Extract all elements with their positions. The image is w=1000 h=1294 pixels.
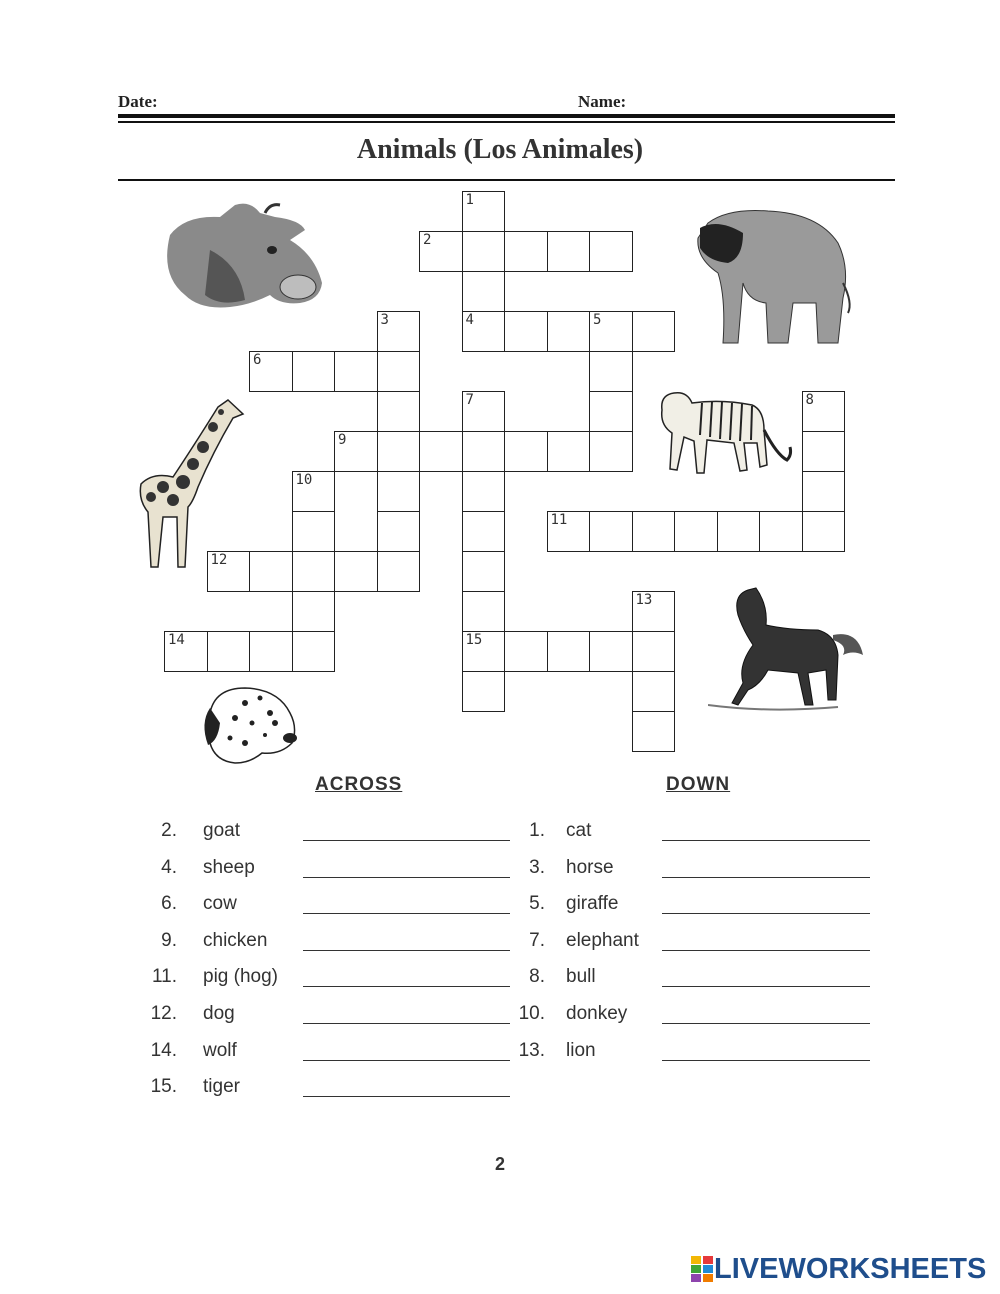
grid-cell[interactable] xyxy=(547,231,591,272)
grid-cell[interactable] xyxy=(759,511,803,552)
grid-cell[interactable] xyxy=(462,311,506,352)
down-answer-blank[interactable] xyxy=(662,986,870,987)
across-clue-number: 12. xyxy=(150,1003,177,1024)
grid-cell[interactable] xyxy=(292,591,336,632)
grid-cell[interactable] xyxy=(377,551,421,592)
grid-cell[interactable] xyxy=(249,631,293,672)
grid-cell[interactable] xyxy=(377,471,421,512)
across-clue-word: sheep xyxy=(203,856,255,878)
grid-cell[interactable] xyxy=(462,671,506,712)
grid-cell[interactable] xyxy=(504,231,548,272)
grid-cell[interactable] xyxy=(292,551,336,592)
down-answer-blank[interactable] xyxy=(662,1060,870,1061)
grid-cell[interactable] xyxy=(334,351,378,392)
grid-cell[interactable] xyxy=(547,311,591,352)
grid-cell[interactable] xyxy=(292,511,336,552)
across-clue-number: 15. xyxy=(150,1076,177,1098)
grid-cell[interactable] xyxy=(377,511,421,552)
across-clue-number: 11. xyxy=(151,966,177,988)
clue-number: 15 xyxy=(465,632,483,648)
grid-cell[interactable] xyxy=(462,471,506,512)
grid-cell[interactable] xyxy=(802,511,846,552)
down-clue-word: horse xyxy=(566,856,614,878)
grid-cell[interactable] xyxy=(462,391,506,432)
grid-cell[interactable] xyxy=(632,311,676,352)
grid-cell[interactable] xyxy=(547,431,591,472)
grid-cell[interactable] xyxy=(632,591,676,632)
grid-cell[interactable] xyxy=(462,511,506,552)
across-answer-blank[interactable] xyxy=(303,840,510,841)
down-answer-blank[interactable] xyxy=(662,913,870,914)
grid-cell[interactable] xyxy=(164,631,208,672)
across-clue-number: 4. xyxy=(161,856,177,878)
across-answer-blank[interactable] xyxy=(303,1023,510,1024)
grid-cell[interactable] xyxy=(462,431,506,472)
across-heading: ACROSS xyxy=(315,774,403,795)
grid-cell[interactable] xyxy=(589,511,633,552)
grid-cell[interactable] xyxy=(674,511,718,552)
across-answer-blank[interactable] xyxy=(303,950,510,951)
down-clue-word: cat xyxy=(566,820,592,841)
across-clue-number: 2. xyxy=(161,820,177,841)
grid-cell[interactable] xyxy=(462,231,506,272)
clue-number: 12 xyxy=(210,552,228,568)
date-label: Date: xyxy=(118,92,158,111)
across-answer-blank[interactable] xyxy=(303,877,510,878)
grid-cell[interactable] xyxy=(377,311,421,352)
grid-cell[interactable] xyxy=(589,391,633,432)
cow-illustration xyxy=(150,195,330,320)
grid-cell[interactable] xyxy=(547,511,591,552)
grid-cell[interactable] xyxy=(292,351,336,392)
down-clue-number: 3. xyxy=(529,856,545,878)
grid-cell[interactable] xyxy=(717,511,761,552)
grid-cell[interactable] xyxy=(292,631,336,672)
grid-cell[interactable] xyxy=(377,351,421,392)
across-clue-word: tiger xyxy=(203,1076,240,1098)
grid-cell[interactable] xyxy=(419,231,463,272)
down-clue-number: 5. xyxy=(529,893,545,915)
grid-cell[interactable] xyxy=(377,391,421,432)
grid-cell[interactable] xyxy=(632,511,676,552)
logo-icon xyxy=(690,1255,714,1283)
logo-text: LIVEWORKSHEETS xyxy=(714,1252,987,1285)
page-title: Animals (Los Animales) xyxy=(356,134,644,165)
grid-cell[interactable] xyxy=(462,591,506,632)
across-clue-word: wolf xyxy=(203,1039,237,1061)
grid-cell[interactable] xyxy=(377,431,421,472)
grid-cell[interactable] xyxy=(802,431,846,472)
down-clue-word: elephant xyxy=(566,929,639,951)
grid-cell[interactable] xyxy=(589,311,633,352)
clue-number: 10 xyxy=(295,472,313,488)
grid-cell[interactable] xyxy=(504,311,548,352)
down-heading: DOWN xyxy=(666,774,731,795)
across-clue-word: chicken xyxy=(203,929,268,951)
grid-cell[interactable] xyxy=(802,471,846,512)
down-clue-word: lion xyxy=(566,1039,596,1061)
down-answer-blank[interactable] xyxy=(662,840,870,841)
grid-cell[interactable] xyxy=(292,471,336,512)
grid-cell[interactable] xyxy=(589,631,633,672)
clue-number: 7 xyxy=(465,392,474,408)
down-clue-number: 7. xyxy=(529,929,545,951)
grid-cell[interactable] xyxy=(249,351,293,392)
down-clue-word: giraffe xyxy=(566,893,619,915)
grid-cell[interactable] xyxy=(462,271,506,312)
grid-cell[interactable] xyxy=(632,631,676,672)
down-clue-number: 8. xyxy=(529,966,545,988)
clue-number: 11 xyxy=(550,512,568,528)
clue-number: 2 xyxy=(423,232,432,248)
down-answer-blank[interactable] xyxy=(662,950,870,951)
grid-cell[interactable] xyxy=(589,351,633,392)
grid-cell[interactable] xyxy=(589,431,633,472)
clue-number: 4 xyxy=(465,312,474,328)
clue-number: 8 xyxy=(805,392,814,408)
down-answer-blank[interactable] xyxy=(662,1023,870,1024)
grid-cell[interactable] xyxy=(632,711,676,752)
page-number: 2 xyxy=(494,1154,505,1174)
clue-number: 6 xyxy=(253,352,262,368)
clue-number: 5 xyxy=(593,312,602,328)
grid-cell[interactable] xyxy=(589,231,633,272)
grid-cell[interactable] xyxy=(504,631,548,672)
clue-number: 9 xyxy=(338,432,347,448)
dalmatian-illustration xyxy=(190,683,302,773)
down-clue-number: 1. xyxy=(529,820,545,841)
across-answer-blank[interactable] xyxy=(303,1060,510,1061)
grid-cell[interactable] xyxy=(504,431,548,472)
across-clue-word: pig (hog) xyxy=(203,966,278,988)
liveworksheets-logo xyxy=(690,1252,986,1286)
grid-cell[interactable] xyxy=(334,431,378,472)
across-answer-blank[interactable] xyxy=(303,913,510,914)
clue-number: 14 xyxy=(168,632,185,648)
horse-illustration xyxy=(708,585,866,715)
grid-cell[interactable] xyxy=(249,551,293,592)
elephant-illustration xyxy=(688,203,856,351)
across-clue-number: 6. xyxy=(161,893,177,915)
grid-cell[interactable] xyxy=(419,431,463,472)
across-answer-blank[interactable] xyxy=(303,986,510,987)
clue-number: 1 xyxy=(465,192,474,208)
down-clue-word: donkey xyxy=(566,1003,628,1024)
clue-number: 13 xyxy=(635,592,653,608)
down-clue-number: 10. xyxy=(518,1003,545,1024)
down-answer-blank[interactable] xyxy=(662,877,870,878)
grid-cell[interactable] xyxy=(802,391,846,432)
name-label: Name: xyxy=(578,92,627,111)
grid-cell[interactable] xyxy=(207,631,251,672)
grid-cell[interactable] xyxy=(462,191,506,232)
giraffe-illustration xyxy=(133,392,248,570)
grid-cell[interactable] xyxy=(462,551,506,592)
down-clue-word: bull xyxy=(566,966,596,988)
across-clue-number: 14. xyxy=(150,1039,177,1061)
across-answer-blank[interactable] xyxy=(303,1096,510,1097)
grid-cell[interactable] xyxy=(632,671,676,712)
grid-cell[interactable] xyxy=(462,631,506,672)
across-clue-word: dog xyxy=(203,1003,235,1024)
tiger-illustration xyxy=(652,385,794,483)
grid-cell[interactable] xyxy=(334,551,378,592)
clue-number: 3 xyxy=(380,312,389,328)
across-clue-word: goat xyxy=(203,820,240,841)
across-clue-number: 9. xyxy=(161,929,177,951)
across-clue-word: cow xyxy=(203,893,237,915)
grid-cell[interactable] xyxy=(547,631,591,672)
down-clue-number: 13. xyxy=(518,1039,545,1061)
